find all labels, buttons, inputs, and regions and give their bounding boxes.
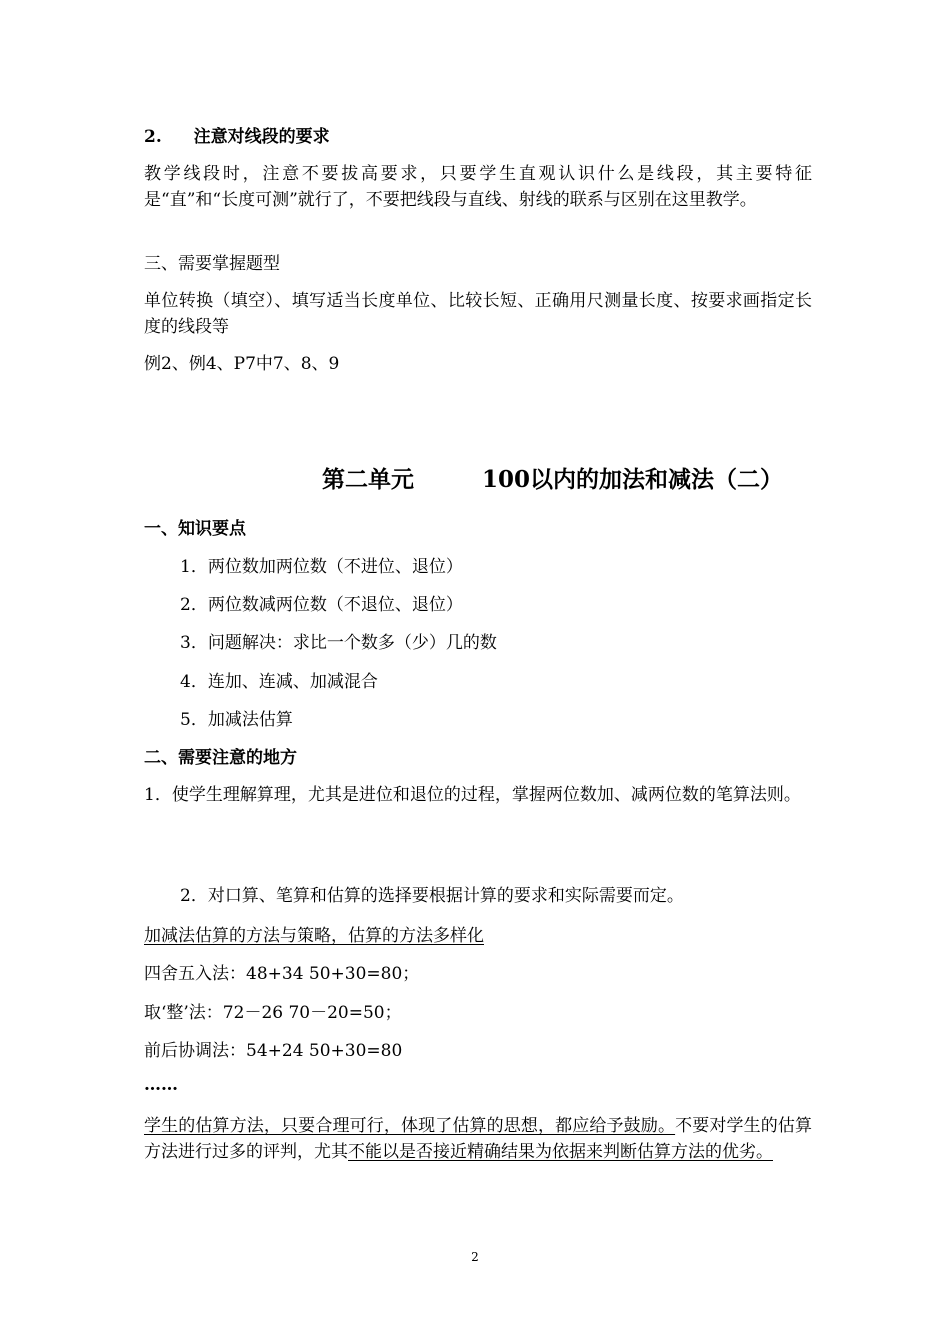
question-types-paragraph: 单位转换（填空）、填写适当长度单位、比较长短、正确用尺测量长度、按要求画指定长度的线段等 (144, 291, 812, 337)
attention-paragraph-2: 2．对口算、笔算和估算的选择要根据计算的要求和实际需要而定。 (180, 886, 684, 906)
unit-title-left: 第二单元 (322, 466, 414, 493)
method-line: 取‘整’法：72－26 70－20=50； (144, 1003, 402, 1023)
ellipsis: …… (144, 1075, 178, 1095)
closing-underlined-1: 学生的估算方法，只要合理可行，体现了估算的思想，都应给予鼓励。 (144, 1116, 676, 1136)
heading-number: 2. (144, 127, 162, 147)
knowledge-heading: 一、知识要点 (144, 519, 246, 539)
knowledge-item: 1．两位数加两位数（不进位、退位） (180, 557, 463, 577)
section-heading-line-requirements (144, 126, 330, 148)
knowledge-item: 4．连加、连减、加减混合 (180, 672, 378, 692)
knowledge-item: 3．问题解决：求比一个数多（少）几的数 (180, 633, 497, 653)
unit-title (322, 466, 783, 494)
heading-text: 注意对线段的要求 (193, 127, 330, 147)
examples-line: 例2、例4、P7中7、8、9 (144, 354, 340, 374)
closing-middle: 不要对学生的估算方法进行过多的评判，尤其 (144, 1116, 812, 1162)
attention-heading: 二、需要注意的地方 (144, 748, 297, 768)
unit-title-right: 100以内的加法和减法（二） (482, 466, 784, 493)
page-number: 2 (471, 1250, 479, 1264)
method-line: 四舍五入法：48+34 50+30=80； (144, 964, 420, 984)
line-segment-paragraph: 教学线段时，注意不要拔高要求，只要学生直观认识什么是线段，其主要特征是“直”和“长度可测”就行了，不要把线段与直线、射线的联系与区别在这里教学。 (144, 164, 812, 210)
closing-paragraph (144, 1113, 812, 1165)
method-line: 前后协调法：54+24 50+30=80 (144, 1041, 403, 1061)
attention-paragraph-1: 1．使学生理解算理，尤其是进位和退位的过程，掌握两位数加、减两位数的笔算法则。 (144, 785, 801, 805)
closing-underlined-2: 不能以是否接近精确结果为依据来判断估算方法的优劣。 (348, 1142, 773, 1162)
section-heading-question-types: 三、需要掌握题型 (144, 254, 280, 274)
knowledge-item: 5．加减法估算 (180, 710, 293, 730)
knowledge-item: 2．两位数减两位数（不退位、退位） (180, 595, 463, 615)
estimation-heading: 加减法估算的方法与策略，估算的方法多样化 (144, 926, 484, 946)
